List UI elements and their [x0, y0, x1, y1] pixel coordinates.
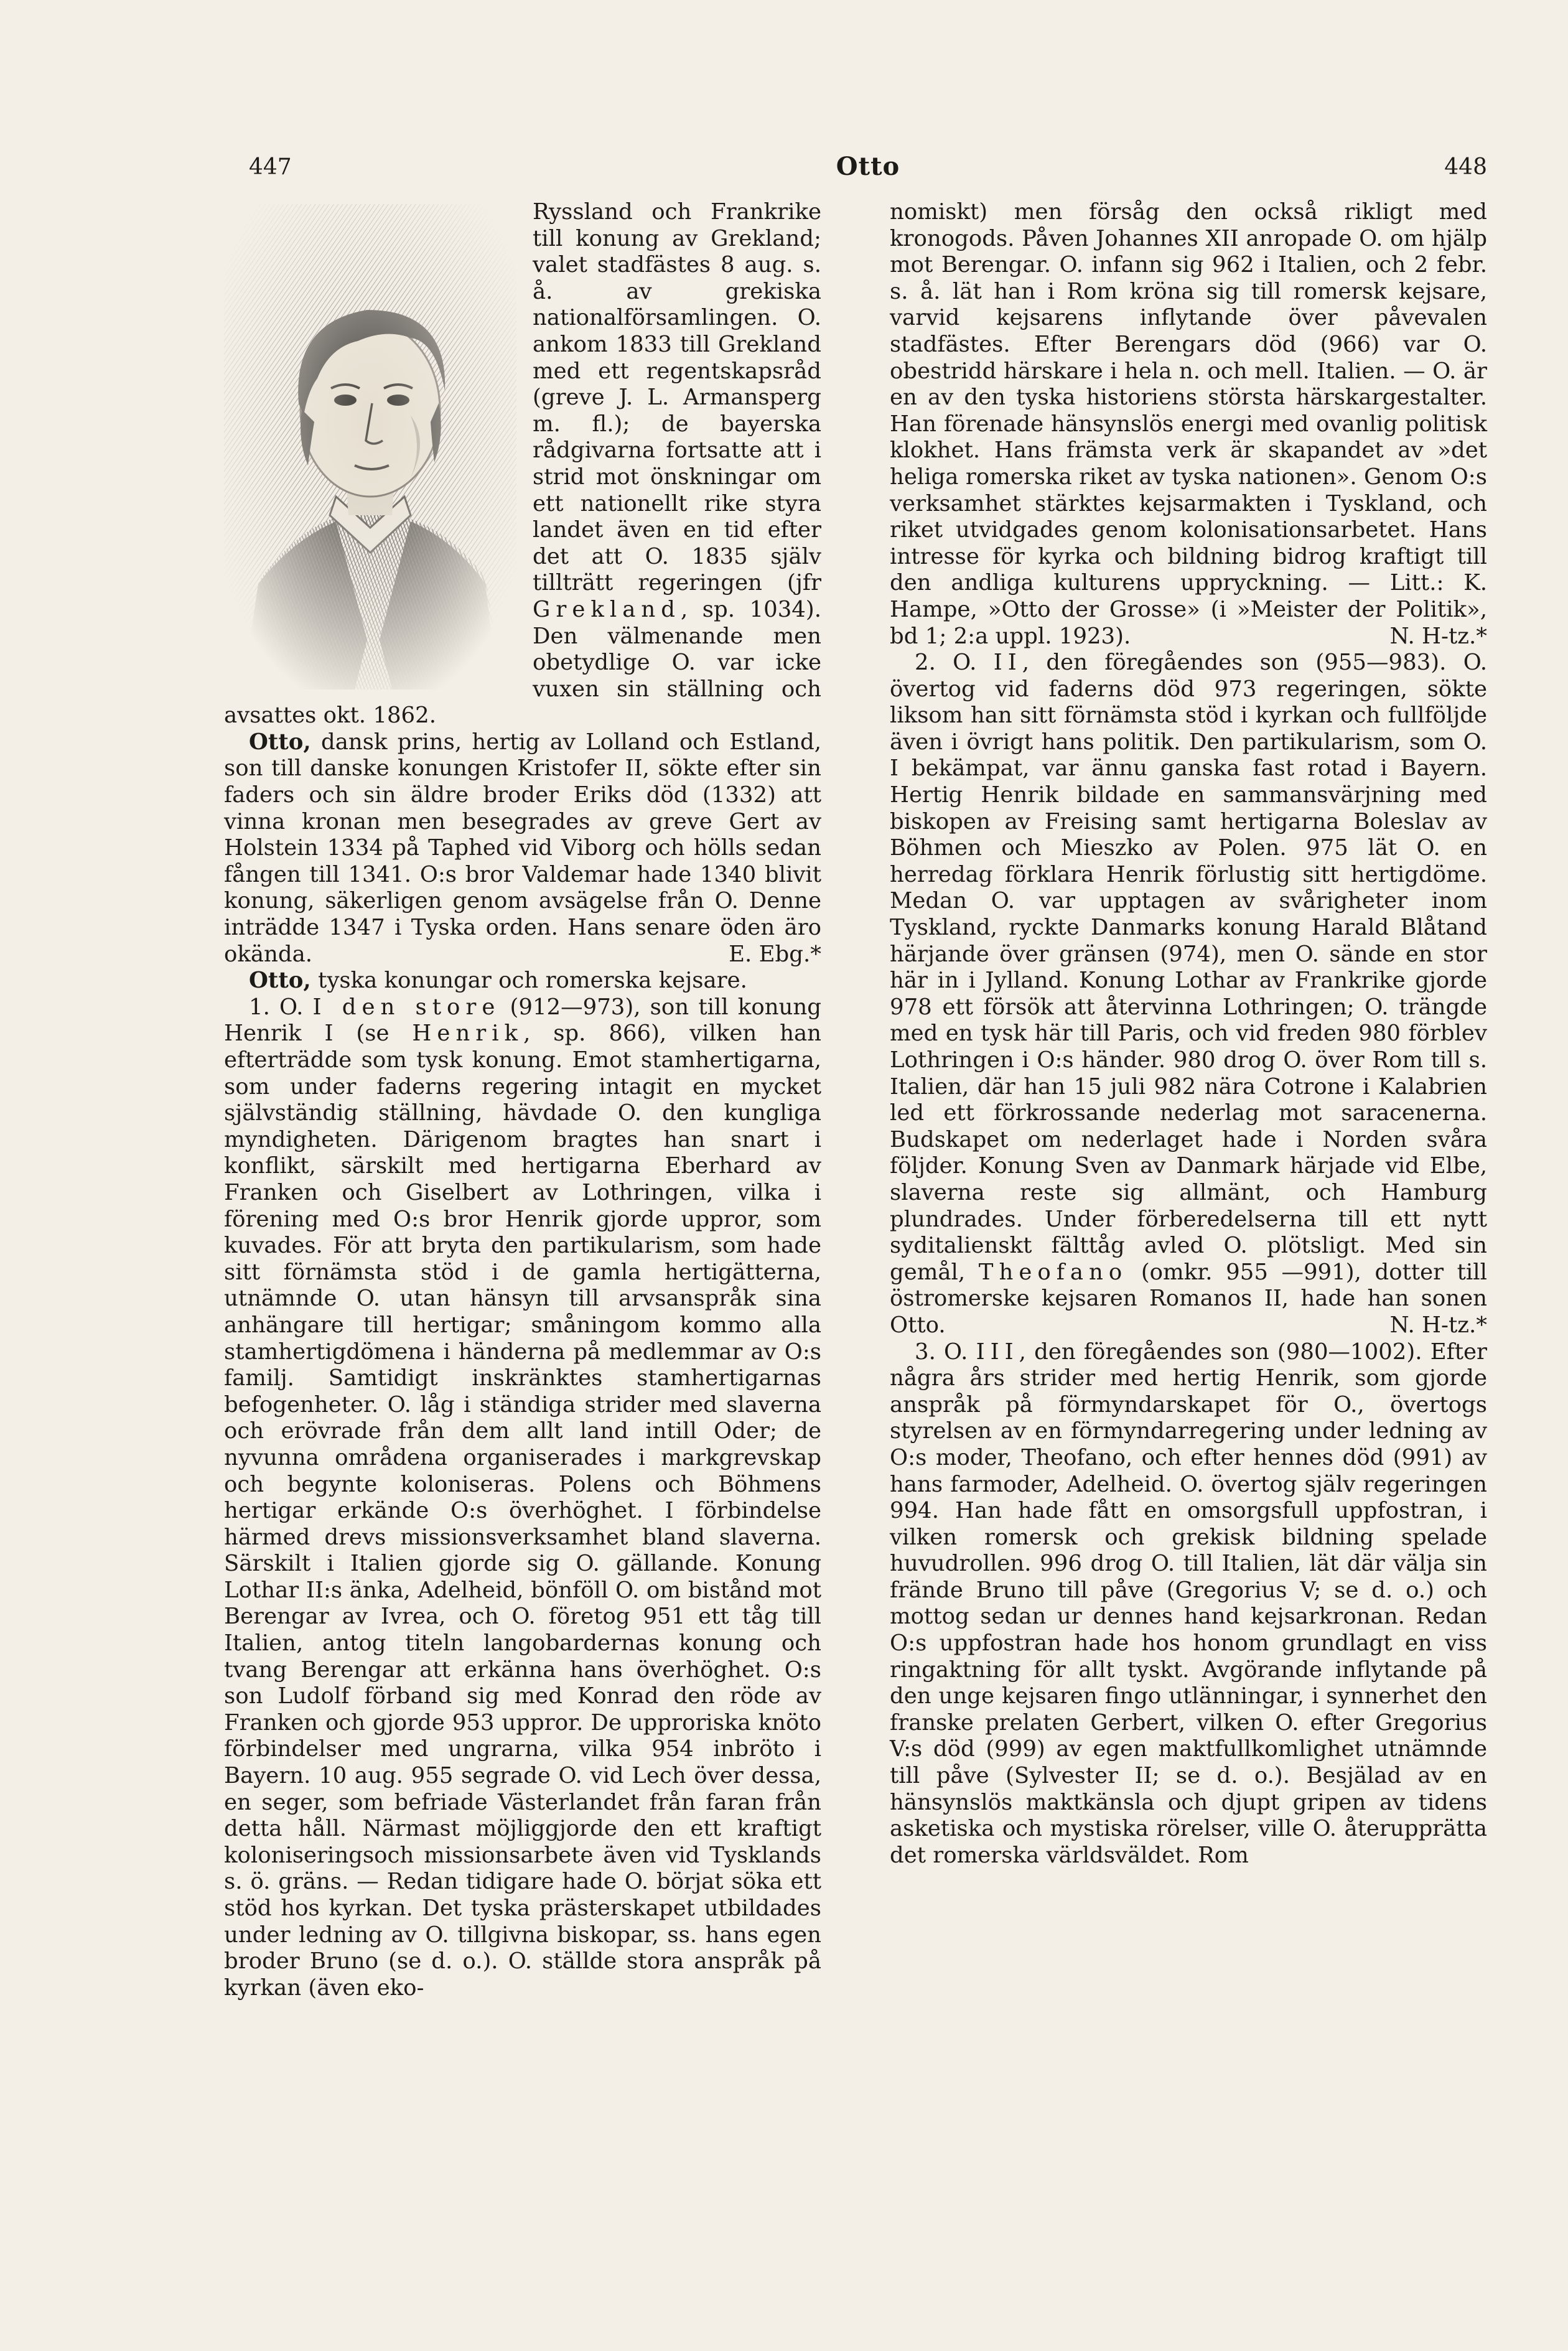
entry-otto-dansk-prins: Otto, dansk prins, hertig av Lolland och Estland, son till danske konungen Kristofer II, sökte efter sin faders och sin äldre broder Eriks död (1332) att vinna kronan men besegrades av greve Gert av Holstein 1334 på Taphed vid Viborg och hölls sedan fången till 1341. O:s bror Valdemar hade 1340 blivit konung, säkerligen genom avsägelse från O. Denne inträdde 1347 i Tyska orden. Hans senare öden äro okända. E. Ebg.*	[224, 729, 821, 967]
entry-otto-tyska-konungar: Otto, tyska konungar och romerska kejsare.	[249, 968, 747, 994]
page-title: Otto	[836, 152, 900, 181]
portrait-engraving-icon	[224, 204, 516, 689]
entry-otto-iii: 3. O. III, den föregåendes son (980—1002). Efter några års strider med hertig Henrik, som gjorde anspråk på förmyndarskapet för O., övertogs styrelsen av en förmyndarregering under ledning av O:s moder, Theofano, och efter hennes död (991) av hans farmoder, Adelheid. O. övertog själv regeringen 994. Han hade fått en omsorgsfull uppfostran, i vilken romersk och grekisk bildning spelade huvudrollen. 996 drog O. till Italien, lät där välja sin frände Bruno till påve (Gregorius V; se d. o.) och mottog sedan ur dennes hand kejsarkronan. Redan O:s uppfostran hade hos honom grundlagt en viss ringaktning för allt tyskt. Avgörande inflytande på den unge kejsaren fingo utlänningar, i synnerhet den franske prelaten Gerbert, vilken O. efter Gregorius V:s död (999) av egen maktfullkomlighet utnämnde till påve (Sylvester II; se d. o.). Besjälad av en hänsynslös maktkänsla och djupt gripen av tidens asketiska och mystiska rörelser, ville O. återupprätta det romerska världsväldet. Rom	[890, 1339, 1487, 1868]
left-column	[224, 199, 821, 2001]
page-number-right: 448	[1444, 154, 1487, 180]
subentry-name: I den store	[312, 994, 501, 1020]
otto-greece-entry-end	[224, 199, 821, 729]
entry-otto-i-continued: nomiskt) men försåg den också rikligt med kronogods. Påven Johannes XII anropade O. om hjälp mot Berengar. O. infann sig 962 i Italien, och 2 febr. s. å. lät han i Rom kröna sig till romersk kejsare, varvid kejsarens inflytande över påvevalen stadfästes. Efter Berengars död (966) var O. obestridd härskare i hela n. och mell. Italien. — O. är en av den tyska historiens största härskargestalter. Han förenade hänsynslös energi med ovanlig politisk klokhet. Hans främsta verk är skapandet av »det heliga romerska riket av tyska nationen». Genom O:s verksamhet stärktes kejsarmakten i Tyskland, och riket utvidgades genom kolonisationsarbetet. Hans intresse för kyrka och bildning bidrog kraftigt till den andliga kulturens uppryckning. — Litt.: K. Hampe, »Otto der Grosse» (i »Meister der Politik», bd 1; 2:a uppl. 1923). N. H-tz.*	[890, 199, 1487, 649]
page-number-left: 447	[249, 154, 292, 180]
author-signature: N. H-tz.*	[1389, 1312, 1487, 1338]
entry-headword: Otto,	[249, 729, 311, 755]
entry-otto-i: 1. O. I den store (912—973), son till konung Henrik I (se Henrik, sp. 866), vilken han efterträdde som tysk konung. Emot stamhertigarna, som under faderns regering intagit en mycket självständig ställning, hävdade O. den kungliga myndigheten. Därigenom bragtes han snart i konflikt, särskilt med hertigarna Eberhard av Franken och Giselbert av Lothringen, vilka i förening med O:s bror Henrik gjorde uppror, som kuvades. För att bryta den partikularism, som hade sitt förnämsta stöd i de gamla hertigätterna, utnämnde O. utan hänsyn till arvsanspråk sina anhängare till hertigar; småningom kommo alla stamhertigdömena i händerna på medlemmar av O:s familj. Samtidigt inskränktes stamhertigarnas befogenheter. O. låg i ständiga strider med slaverna och erövrade från dem allt land intill Oder; de nyvunna områdena organiserades i markgrevskap och begynte koloniseras. Polens och Böhmens hertigar erkände O:s överhöghet. I förbindelse härmed drevs missionsverksamhet bland slaverna. Särskilt i Italien gjorde sig O. gällande. Konung Lothar II:s änka, Adelheid, bönföll O. om bistånd mot Berengar av Ivrea, och O. företog 951 ett tåg till Italien, antog titeln langobardernas konung och tvang Berengar att erkänna hans överhöghet. O:s son Ludolf förband sig med Konrad den röde av Franken och gjorde 953 uppror. De upproriska knöto förbindelser med ungrarna, vilka 954 inbröto i Bayern. 10 aug. 955 segrade O. vid Lech över dessa, en seger, som befriade Västerlandet från faran från detta håll. Närmast möjliggjorde den ett kraftigt koloniseringsoch missionsarbete även vid Tysklands s. ö. gräns. — Redan tidigare hade O. börjat söka ett stöd hos kyrkan. Det tyska prästerskapet utbildades under ledning av O. tillgivna biskopar, ss. hans egen broder Bruno (se d. o.). O. ställde stora anspråk på kyrkan (även eko-	[224, 994, 822, 2001]
portrait-image	[224, 204, 516, 689]
author-signature: E. Ebg.*	[729, 941, 821, 967]
otto-greece-text: Ryssland och Frankrike till konung av Grekland; valet stadfästes 8 aug. s. å. av grekiska nationalförsamlingen. O. ankom 1833 till Grekland med ett regentskapsråd (greve J. L. Armansperg m. fl.); de bayerska rådgivarna fortsatte att i strid mot önskningar om ett nationellt rike styra landet även en tid efter det att O. 1835 själv tillträtt regeringen (jfr	[533, 199, 821, 596]
cross-reference-henrik: Henrik	[412, 1021, 524, 1047]
running-head	[249, 154, 1487, 198]
subentry-name: III	[976, 1339, 1019, 1365]
spaced-name-theofano: Theofano	[978, 1259, 1128, 1285]
subentry-name: II	[993, 650, 1022, 676]
otto-greece-text-end: , sp. 1034). Den välmenande men obetydlige O. var icke vuxen sin ställning och avsattes okt. 1862.	[224, 596, 821, 729]
right-column	[890, 199, 1487, 1869]
entry-headword: Otto,	[249, 968, 311, 994]
cross-reference-grekland: Grekland	[533, 596, 681, 622]
entry-otto-ii: 2. O. II, den föregåendes son (955—983). O. övertog vid faderns död 973 regeringen, sökte liksom han sitt förnämsta stöd i kyrkan och fullföljde även i övrigt hans politik. Den partikularism, som O. I bekämpat, var ännu ganska fast rotad i Bayern. Hertig Henrik bildade en sammansvärjning med biskopen av Freising samt hertigarna Boleslav av Böhmen och Mieszko av Polen. 975 lät O. en herredag förklara Henrik förlustig sitt hertigdöme. Medan O. var upptagen av svårigheter inom Tyskland, ryckte Danmarks konung Harald Blåtand härjande över gränsen (974), men O. sände en stor här in i Jylland. Konung Lothar av Frankrike gjorde 978 ett försök att återvinna Lothringen; O. trängde med en tysk här till Paris, och vid freden 980 förblev Lothringen i O:s händer. 980 drog O. över Rom till s. Italien, där han 15 juli 982 nära Cotrone i Kalabrien led ett förkrossande nederlag mot saracenerna. Budskapet om nederlaget hade i Norden svåra följder. Konung Sven av Danmark härjade vid Elbe, slaverna reste sig allmänt, och Hamburg plundrades. Under förberedelserna till ett nytt syditalienskt fälttåg avled O. plötsligt. Med sin gemål, Theofano (omkr. 955 —991), dotter till östromerske kejsaren Romanos II, hade han sonen Otto. N. H-tz.*	[890, 650, 1487, 1338]
author-signature: N. H-tz.*	[1389, 623, 1487, 649]
